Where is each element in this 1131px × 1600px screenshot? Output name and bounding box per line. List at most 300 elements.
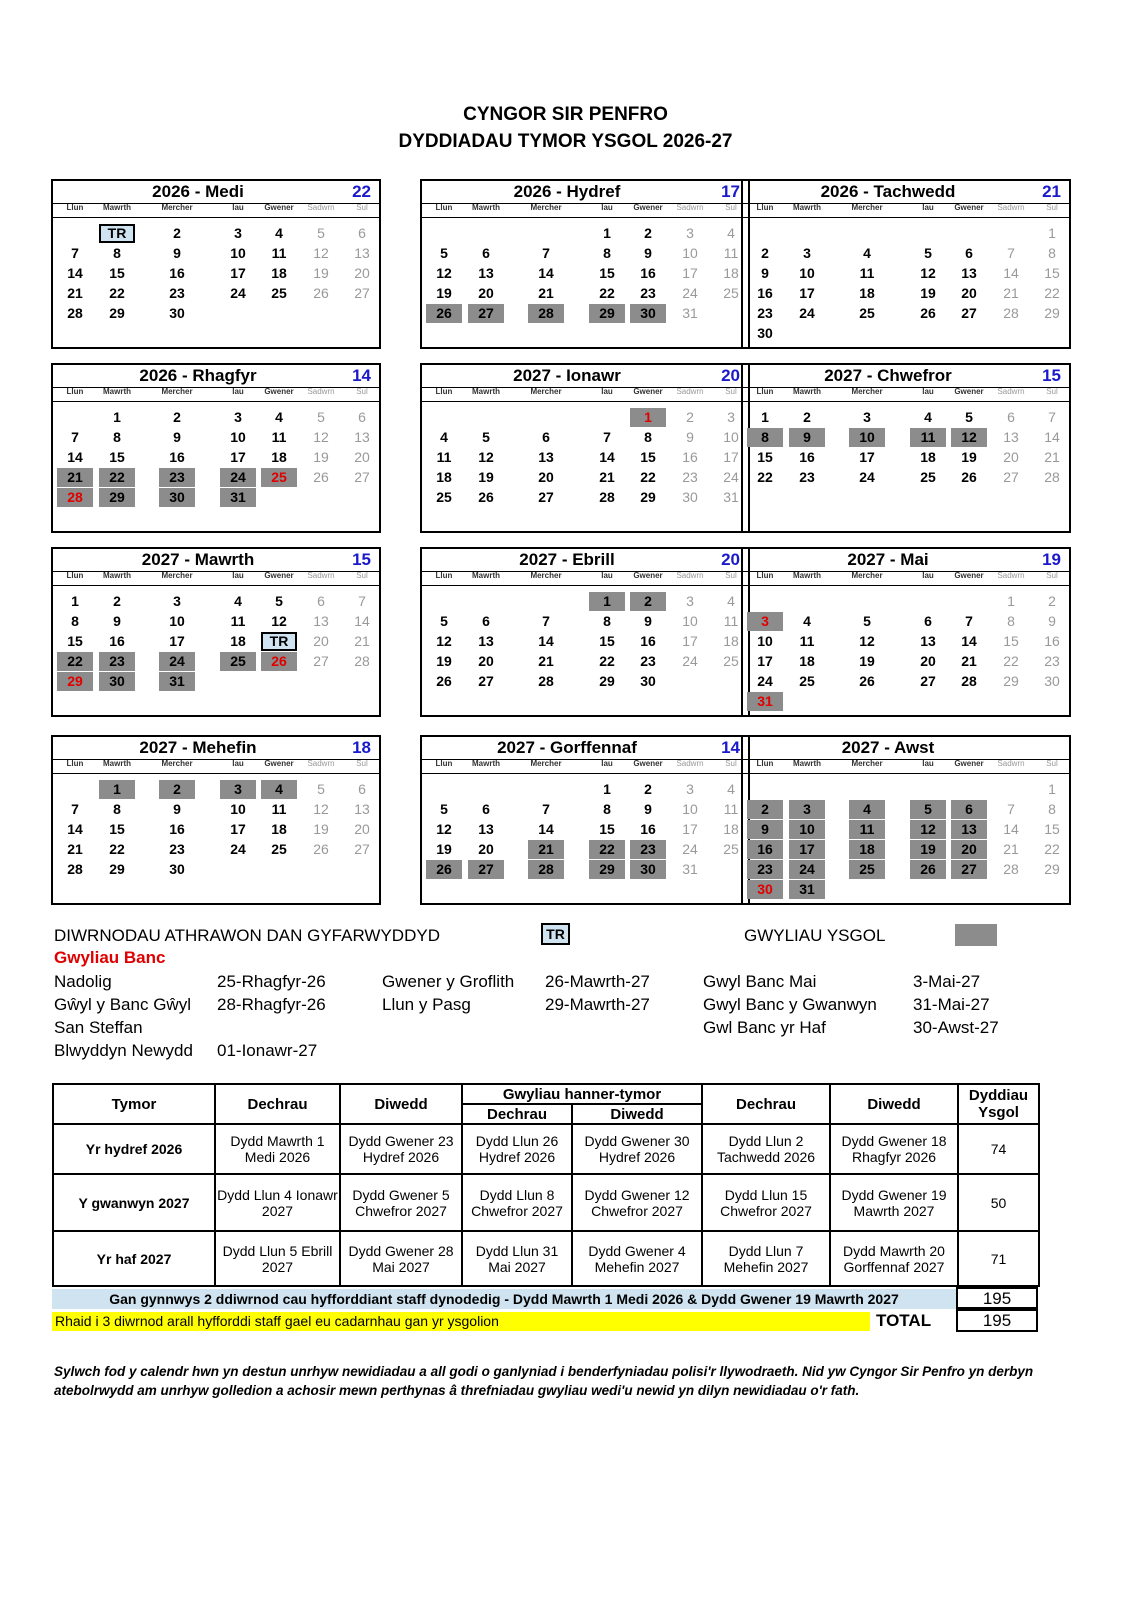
weekday-label: Mawrth <box>103 571 131 580</box>
calendar-day: 15 <box>109 449 125 465</box>
calendar-day: 28 <box>528 304 564 323</box>
term-end: Dydd Gwener 23 Hydref 2026 <box>340 1124 462 1174</box>
weekday-label: Sadwrn <box>997 571 1025 580</box>
weekday-label: Mawrth <box>793 759 821 768</box>
weekday-label: Sadwrn <box>997 387 1025 396</box>
calendar-day: 7 <box>1048 409 1056 425</box>
calendar-day: 31 <box>747 692 783 711</box>
weekday-label: Gwener <box>633 387 663 396</box>
weekday-label: Sul <box>356 759 368 768</box>
month-name: 2026 - Tachwedd <box>820 182 956 201</box>
calendar-day: 27 <box>951 860 987 879</box>
calendar-day: 25 <box>436 489 452 505</box>
calendar-day: 2 <box>686 409 694 425</box>
calendar-day: 22 <box>589 840 625 859</box>
month-calendar <box>420 547 750 717</box>
calendar-day: 23 <box>640 285 656 301</box>
month-header <box>422 549 748 572</box>
calendar-day: 29 <box>109 861 125 877</box>
weekday-label: Llun <box>756 759 774 768</box>
calendar-day: 21 <box>67 285 83 301</box>
bank-holiday-date: 3-Mai-27 <box>913 972 981 991</box>
calendar-day: 14 <box>538 265 554 281</box>
calendar-day: 28 <box>1003 861 1019 877</box>
month-name: 2026 - Hydref <box>513 182 621 201</box>
weekday-label: Sul <box>1046 759 1058 768</box>
calendar-day: 14 <box>1003 821 1019 837</box>
calendar-day: 3 <box>803 245 811 261</box>
calendar-day: 26 <box>478 489 494 505</box>
col-header-start-2: Dechrau <box>702 1084 830 1124</box>
calendar-day: 19 <box>436 653 452 669</box>
calendar-day: 30 <box>169 861 185 877</box>
header-line-1: CYNGOR SIR PENFRO <box>463 104 668 125</box>
weekday-label: Llun <box>756 203 774 212</box>
calendar-day: 11 <box>271 429 287 445</box>
calendar-day: 31 <box>682 305 698 321</box>
weekday-label: Mercher <box>161 759 193 768</box>
term-dates-table <box>52 1083 1040 1287</box>
calendar-day: 9 <box>747 820 783 839</box>
calendar-day: 19 <box>859 653 875 669</box>
calendar-day: 26 <box>910 860 946 879</box>
half-term-start: Dydd Llun 31 Mai 2027 <box>462 1231 572 1286</box>
calendar-day: 26 <box>426 304 462 323</box>
school-days: 71 <box>958 1231 1039 1286</box>
calendar-day: 29 <box>589 860 625 879</box>
calendar-day: 20 <box>538 469 554 485</box>
term-name: Y gwanwyn 2027 <box>53 1174 215 1231</box>
calendar-day: 11 <box>723 613 739 629</box>
calendar-day: 27 <box>478 673 494 689</box>
calendar-day: 5 <box>482 429 490 445</box>
calendar-day: 13 <box>354 429 370 445</box>
half-term-end: Dydd Gwener 4 Mehefin 2027 <box>572 1231 702 1286</box>
calendar-day: 25 <box>859 305 875 321</box>
calendar-day: 13 <box>478 265 494 281</box>
calendar-day: 9 <box>173 429 181 445</box>
term-start-2: Dydd Llun 15 Chwefror 2027 <box>702 1174 830 1231</box>
calendar-day: 8 <box>1007 613 1015 629</box>
legend-training-swatch: TR <box>541 923 570 945</box>
calendar-day: 2 <box>803 409 811 425</box>
month-school-days-count: 14 <box>721 738 740 757</box>
weekday-label: Mawrth <box>103 203 131 212</box>
month-name: 2027 - Gorffennaf <box>497 738 637 757</box>
calendar-day: 1 <box>761 409 769 425</box>
calendar-day: 18 <box>271 821 287 837</box>
calendar-day: 11 <box>271 801 287 817</box>
weekday-label: Llun <box>435 387 453 396</box>
total-label: TOTAL <box>876 1311 932 1330</box>
calendar-day: 16 <box>640 265 656 281</box>
half-term-end: Dydd Gwener 12 Chwefror 2027 <box>572 1174 702 1231</box>
calendar-day: 18 <box>271 449 287 465</box>
calendar-day: 17 <box>859 449 875 465</box>
month-school-days-count: 17 <box>721 182 740 201</box>
calendar-day: 22 <box>1003 653 1019 669</box>
calendar-day: 5 <box>317 225 325 241</box>
calendar-day: 6 <box>965 245 973 261</box>
term-name: Yr hydref 2026 <box>53 1124 215 1174</box>
calendar-day: 3 <box>686 781 694 797</box>
calendar-day: 16 <box>799 449 815 465</box>
calendar-day: 8 <box>603 245 611 261</box>
calendar-day: 15 <box>1044 821 1060 837</box>
calendar-day: 29 <box>109 305 125 321</box>
calendar-day: 9 <box>113 613 121 629</box>
calendar-day: 15 <box>640 449 656 465</box>
weekday-label: Gwener <box>954 571 984 580</box>
weekday-label: Iau <box>232 387 244 396</box>
calendar-day: 6 <box>358 225 366 241</box>
calendar-day: 24 <box>230 841 246 857</box>
calendar-day: 4 <box>803 613 811 629</box>
calendar-day: 15 <box>757 449 773 465</box>
calendar-day: 22 <box>1044 285 1060 301</box>
weekday-label: Llun <box>435 571 453 580</box>
calendar-day: 3 <box>173 593 181 609</box>
calendar-day: 15 <box>1044 265 1060 281</box>
calendar-day: 26 <box>313 841 329 857</box>
weekday-label: Mawrth <box>793 571 821 580</box>
calendar-day: 30 <box>640 673 656 689</box>
calendar-day: 9 <box>761 265 769 281</box>
calendar-day: 9 <box>789 428 825 447</box>
weekday-label: Gwener <box>954 759 984 768</box>
calendar-day: 21 <box>538 653 554 669</box>
calendar-day: 31 <box>682 861 698 877</box>
calendar-day: 17 <box>230 821 246 837</box>
bank-holiday-date: 30-Awst-27 <box>913 1018 999 1037</box>
calendar-day: 25 <box>723 841 739 857</box>
calendar-day: 30 <box>1044 673 1060 689</box>
training-day-cell: TR <box>99 224 135 243</box>
calendar-day: 2 <box>761 245 769 261</box>
calendar-day: 2 <box>1048 593 1056 609</box>
calendar-day: 17 <box>169 633 185 649</box>
weekday-label: Sul <box>1046 571 1058 580</box>
calendar-day: 28 <box>1044 469 1060 485</box>
weekday-label: Llun <box>66 203 84 212</box>
calendar-day: 10 <box>230 801 246 817</box>
month-header <box>422 181 748 204</box>
col-header-school-days: Dyddiau Ysgol <box>958 1084 1039 1124</box>
calendar-day: 14 <box>67 449 83 465</box>
calendar-day: 6 <box>482 245 490 261</box>
col-header-half-end: Diwedd <box>572 1104 702 1124</box>
weekday-label: Llun <box>66 571 84 580</box>
calendar-day: 4 <box>234 593 242 609</box>
calendar-day: 10 <box>230 429 246 445</box>
staff-days-value: 195 <box>956 1287 1038 1309</box>
calendar-day: 23 <box>640 653 656 669</box>
weekday-label: Mercher <box>161 387 193 396</box>
weekday-label: Gwener <box>633 203 663 212</box>
calendar-day: 18 <box>849 840 885 859</box>
calendar-day: 12 <box>859 633 875 649</box>
month-header <box>53 365 379 388</box>
calendar-day: 6 <box>1007 409 1015 425</box>
calendar-day: 16 <box>640 821 656 837</box>
calendar-day: 1 <box>630 408 666 427</box>
calendar-day: 24 <box>723 469 739 485</box>
calendar-day: 20 <box>920 653 936 669</box>
calendar-day: 10 <box>682 801 698 817</box>
month-header <box>53 549 379 572</box>
weekday-label: Gwener <box>633 759 663 768</box>
weekday-label: Iau <box>601 203 613 212</box>
calendar-day: 29 <box>57 672 93 691</box>
weekday-label: Mawrth <box>793 387 821 396</box>
weekday-label: Sadwrn <box>676 759 704 768</box>
bank-holiday-date: 28-Rhagfyr-26 <box>217 995 326 1014</box>
calendar-day: 2 <box>173 225 181 241</box>
calendar-day: 11 <box>910 428 946 447</box>
col-header-term: Tymor <box>53 1084 215 1124</box>
calendar-day: 2 <box>113 593 121 609</box>
calendar-day: 23 <box>757 305 773 321</box>
calendar-day: 23 <box>747 860 783 879</box>
weekday-label: Mawrth <box>793 203 821 212</box>
calendar-day: 22 <box>99 468 135 487</box>
calendar-day: 8 <box>113 801 121 817</box>
calendar-day: 11 <box>859 265 875 281</box>
weekday-label: Sadwrn <box>997 203 1025 212</box>
calendar-day: 26 <box>313 285 329 301</box>
bank-holidays-title: Gwyliau Banc <box>54 948 166 967</box>
bank-holiday-name: Gwener y Groflith <box>382 972 515 991</box>
calendar-day: 5 <box>965 409 973 425</box>
calendar-day: 11 <box>271 245 287 261</box>
calendar-day: 7 <box>542 613 550 629</box>
calendar-day: 12 <box>436 821 452 837</box>
weekday-label: Iau <box>601 759 613 768</box>
month-header <box>422 365 748 388</box>
calendar-day: 27 <box>1003 469 1019 485</box>
month-school-days-count: 22 <box>352 182 371 201</box>
calendar-day: 8 <box>1048 801 1056 817</box>
calendar-day: 25 <box>271 285 287 301</box>
month-header <box>53 181 379 204</box>
weekday-label: Mercher <box>851 571 883 580</box>
calendar-day: 5 <box>440 613 448 629</box>
calendar-day: 16 <box>640 633 656 649</box>
calendar-day: 23 <box>682 469 698 485</box>
calendar-day: 9 <box>173 245 181 261</box>
calendar-day: 18 <box>230 633 246 649</box>
weekday-label: Sul <box>725 203 737 212</box>
term-start: Dydd Mawrth 1 Medi 2026 <box>215 1124 340 1174</box>
calendar-day: 18 <box>920 449 936 465</box>
weekday-label: Gwener <box>954 203 984 212</box>
month-name: 2027 - Awst <box>841 738 935 757</box>
month-header <box>743 737 1069 760</box>
calendar-day: 25 <box>723 285 739 301</box>
calendar-day: 18 <box>799 653 815 669</box>
calendar-day: 22 <box>57 652 93 671</box>
calendar-day: 9 <box>173 801 181 817</box>
calendar-day: 10 <box>799 265 815 281</box>
calendar-day: 19 <box>961 449 977 465</box>
weekday-label: Gwener <box>264 387 294 396</box>
calendar-day: 6 <box>482 613 490 629</box>
calendar-day: 17 <box>230 449 246 465</box>
calendar-day: 26 <box>261 652 297 671</box>
calendar-day: 16 <box>757 285 773 301</box>
calendar-day: 18 <box>723 265 739 281</box>
calendar-day: 3 <box>727 409 735 425</box>
weekday-label: Gwener <box>264 759 294 768</box>
calendar-day: 11 <box>723 801 739 817</box>
bank-holiday-date: 29-Mawrth-27 <box>545 995 650 1014</box>
weekday-label: Sul <box>1046 387 1058 396</box>
calendar-day: 30 <box>630 304 666 323</box>
calendar-day: 11 <box>849 820 885 839</box>
calendar-day: 26 <box>313 469 329 485</box>
calendar-day: 18 <box>271 265 287 281</box>
month-header <box>743 549 1069 572</box>
term-name: Yr haf 2027 <box>53 1231 215 1286</box>
calendar-day: 6 <box>317 593 325 609</box>
term-end-2: Dydd Gwener 19 Mawrth 2027 <box>830 1174 958 1231</box>
calendar-day: 16 <box>109 633 125 649</box>
calendar-day: 1 <box>1048 781 1056 797</box>
calendar-day: 26 <box>920 305 936 321</box>
calendar-day: 3 <box>686 225 694 241</box>
calendar-day: 17 <box>723 449 739 465</box>
calendar-day: 25 <box>920 469 936 485</box>
weekday-label: Iau <box>922 571 934 580</box>
calendar-day: 16 <box>747 840 783 859</box>
calendar-day: 11 <box>723 245 739 261</box>
calendar-day: 4 <box>261 780 297 799</box>
weekday-label: Mawrth <box>472 759 500 768</box>
weekday-label: Iau <box>232 203 244 212</box>
term-start: Dydd Llun 5 Ebrill 2027 <box>215 1231 340 1286</box>
calendar-day: 22 <box>1044 841 1060 857</box>
calendar-day: 20 <box>478 653 494 669</box>
calendar-day: 25 <box>220 652 256 671</box>
calendar-day: 27 <box>538 489 554 505</box>
weekday-label: Llun <box>435 203 453 212</box>
weekday-label: Iau <box>922 759 934 768</box>
calendar-day: 5 <box>924 245 932 261</box>
legend-holidays-swatch <box>955 924 997 946</box>
calendar-day: 24 <box>682 653 698 669</box>
calendar-day: 13 <box>478 633 494 649</box>
calendar-day: 11 <box>436 449 452 465</box>
calendar-day: 28 <box>528 860 564 879</box>
calendar-day: 27 <box>961 305 977 321</box>
calendar-day: 26 <box>859 673 875 689</box>
month-name: 2027 - Chwefror <box>824 366 952 385</box>
calendar-day: 20 <box>951 840 987 859</box>
calendar-day: 29 <box>1044 305 1060 321</box>
calendar-day: 14 <box>1044 429 1060 445</box>
calendar-day: 28 <box>354 653 370 669</box>
calendar-day: 29 <box>1044 861 1060 877</box>
weekday-label: Sadwrn <box>307 759 335 768</box>
footnote: Sylwch fod y calendr hwn yn destun unrhyw newidiadau a all godi o ganlyniad i benderfyniadau polisi'r llywodraeth. Nid yw Cyngor Sir Penfro yn derbyn atebolrwydd am unrhyw golledion a achosir mewn perthynas â threfniadau gwyliau wedi'u newid yn dilyn newidiadau o'r fath. <box>54 1364 1034 1398</box>
calendar-day: 12 <box>920 265 936 281</box>
calendar-day: 2 <box>159 780 195 799</box>
weekday-label: Sadwrn <box>997 759 1025 768</box>
weekday-label: Llun <box>66 387 84 396</box>
calendar-day: 13 <box>951 820 987 839</box>
term-start-2: Dydd Llun 2 Tachwedd 2026 <box>702 1124 830 1174</box>
calendar-day: 2 <box>644 225 652 241</box>
calendar-day: 8 <box>71 613 79 629</box>
calendar-day: 27 <box>354 841 370 857</box>
calendar-day: 24 <box>230 285 246 301</box>
weekday-label: Mawrth <box>472 203 500 212</box>
weekday-label: Sadwrn <box>676 203 704 212</box>
calendar-day: 8 <box>644 429 652 445</box>
weekday-label: Iau <box>922 387 934 396</box>
calendar-day: 10 <box>169 613 185 629</box>
weekday-label: Mawrth <box>472 387 500 396</box>
calendar-day: 15 <box>599 265 615 281</box>
month-school-days-count: 15 <box>352 550 371 569</box>
legend-holidays-label: GWYLIAU YSGOL <box>744 926 886 945</box>
calendar-day: 1 <box>1048 225 1056 241</box>
calendar-day: 22 <box>599 653 615 669</box>
calendar-day: 24 <box>859 469 875 485</box>
bank-holiday-date: 26-Mawrth-27 <box>545 972 650 991</box>
weekday-label: Mercher <box>851 203 883 212</box>
calendar-day: 2 <box>630 592 666 611</box>
calendar-day: 5 <box>440 801 448 817</box>
calendar-day: 21 <box>354 633 370 649</box>
calendar-day: 28 <box>538 673 554 689</box>
calendar-day: 6 <box>358 409 366 425</box>
calendar-day: 4 <box>924 409 932 425</box>
calendar-day: 19 <box>436 285 452 301</box>
calendar-day: 8 <box>113 245 121 261</box>
month-name: 2026 - Medi <box>152 182 244 201</box>
calendar-day: 22 <box>109 841 125 857</box>
calendar-day: 6 <box>482 801 490 817</box>
calendar-day: 5 <box>317 409 325 425</box>
calendar-day: 10 <box>789 820 825 839</box>
month-calendar <box>420 179 750 349</box>
bank-holiday-name: Llun y Pasg <box>382 995 471 1014</box>
calendar-day: 30 <box>159 488 195 507</box>
calendar-day: 28 <box>961 673 977 689</box>
calendar-day: 4 <box>440 429 448 445</box>
calendar-day: 13 <box>1003 429 1019 445</box>
weekday-label: Sul <box>725 387 737 396</box>
calendar-day: 21 <box>67 841 83 857</box>
calendar-day: 21 <box>57 468 93 487</box>
calendar-day: 24 <box>159 652 195 671</box>
weekday-label: Sadwrn <box>676 571 704 580</box>
calendar-day: 28 <box>57 488 93 507</box>
calendar-day: 14 <box>538 633 554 649</box>
calendar-day: 29 <box>99 488 135 507</box>
calendar-day: 18 <box>723 633 739 649</box>
calendar-day: 20 <box>313 633 329 649</box>
header-line-2: DYDDIADAU TYMOR YSGOL 2026-27 <box>398 131 733 152</box>
weekday-label: Gwener <box>954 387 984 396</box>
calendar-day: 12 <box>313 429 329 445</box>
calendar-day: 12 <box>271 613 287 629</box>
calendar-day: 28 <box>1003 305 1019 321</box>
calendar-day: 26 <box>961 469 977 485</box>
weekday-label: Sadwrn <box>307 571 335 580</box>
weekday-label: Iau <box>922 203 934 212</box>
